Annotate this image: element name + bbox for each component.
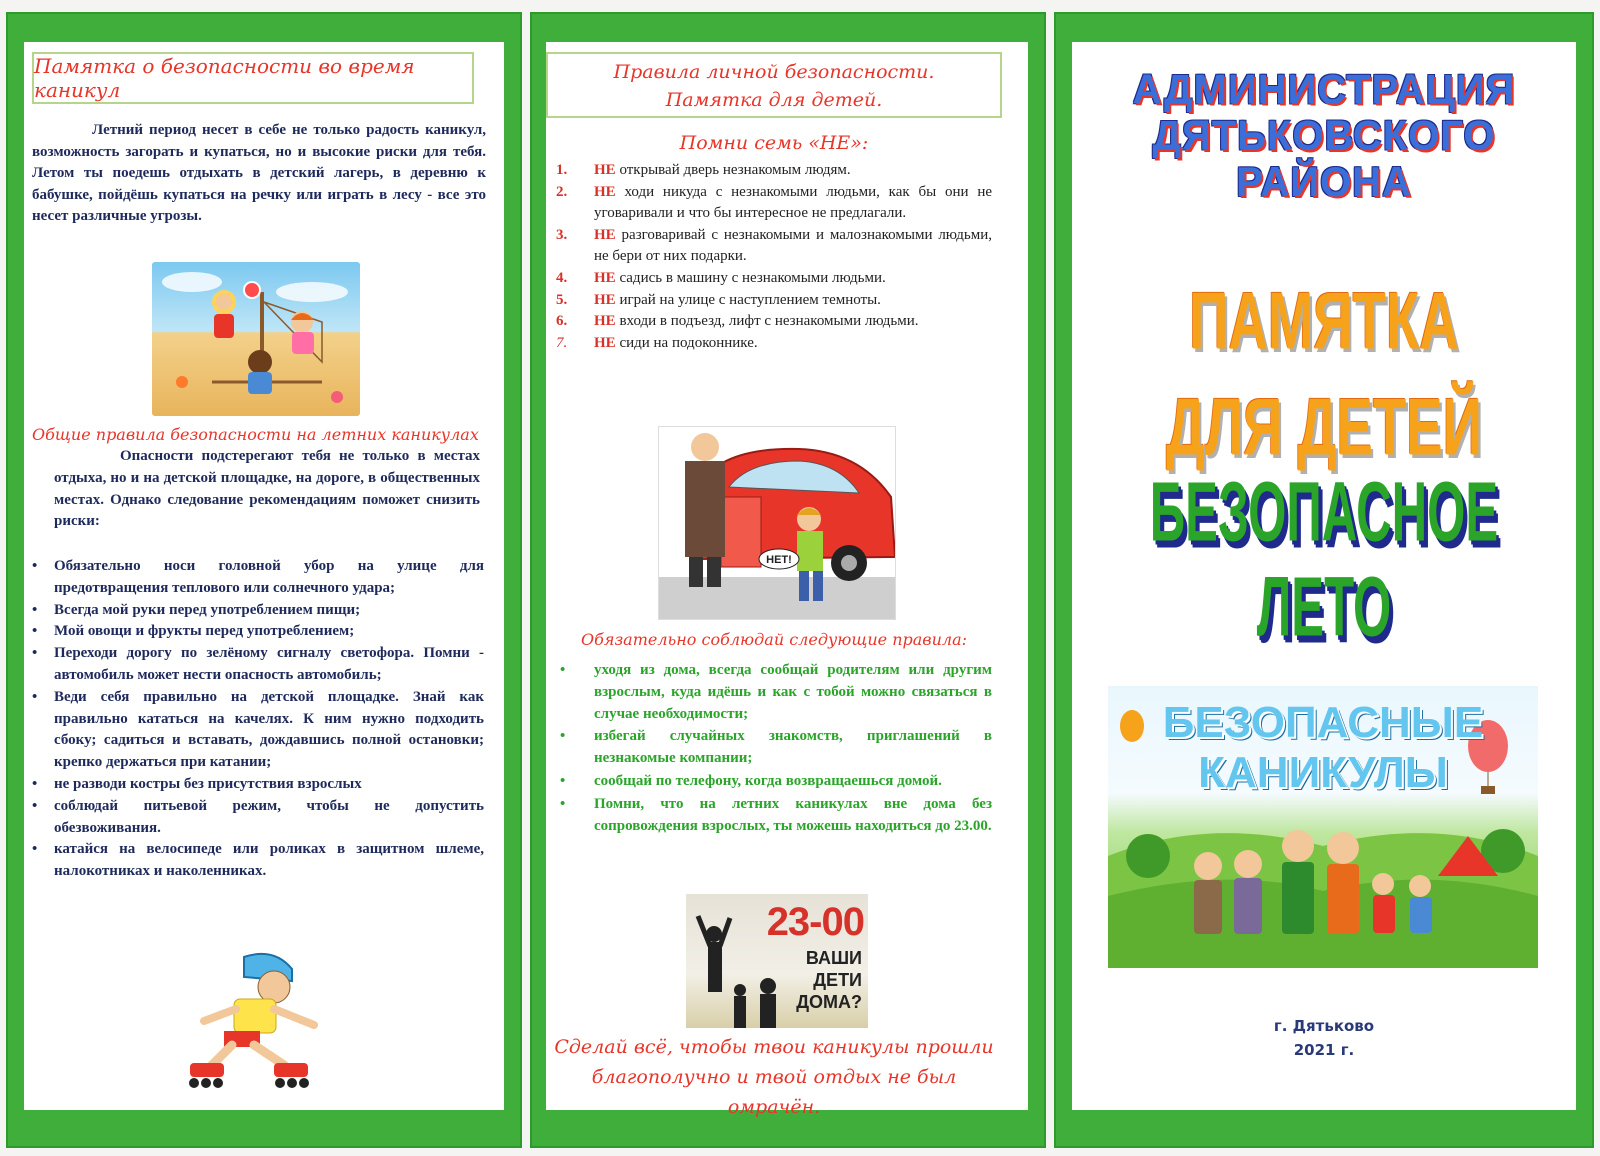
panel2-title-line1: Правила личной безопасности.	[613, 61, 935, 83]
panel-left	[6, 12, 522, 1148]
panel2-final-message	[546, 1032, 1002, 1122]
beach-children-illustration	[152, 262, 360, 416]
admin-line2: ДЯТЬКОВСКОГО	[1152, 112, 1496, 160]
city-name: г. Дятьково	[1273, 1017, 1375, 1035]
year: 2021 г.	[1293, 1041, 1355, 1059]
speech-bubble-text: НЕТ!	[766, 554, 792, 566]
ne-word: НЕ	[594, 334, 616, 351]
list-item	[556, 160, 992, 182]
must-rules-list	[556, 660, 992, 838]
list-item: • Обязательно носи головной убор на улице для предотвращения теплового или солнечного удара;	[54, 556, 484, 600]
admin-line3: РАЙОНА	[1236, 159, 1412, 206]
item-text: ходи никуда с незнакомыми людьми, как бы они не уговаривали и что бы интересное не предлагали.	[594, 183, 993, 222]
must-rules-title: Обязательно соблюдай следующие правила:	[580, 630, 968, 649]
panel-right-cover	[1054, 12, 1594, 1148]
panel-left-content	[24, 42, 504, 1110]
panel1-rules-list	[54, 556, 484, 883]
item-number: 4.	[556, 269, 568, 286]
list-item	[556, 660, 992, 725]
curfew-poster	[686, 894, 868, 1028]
panel-right-content	[1072, 42, 1576, 1110]
final-line1: Сделай всё, чтобы твои каникулы прошли	[554, 1036, 994, 1058]
list-item	[556, 225, 992, 268]
list-item: • Всегда мой руки перед употреблением пищи;	[54, 600, 484, 622]
poster-line3: ДОМА?	[796, 992, 862, 1012]
remember-seven-ne: Помни семь «НЕ»:	[679, 132, 869, 154]
bullet-icon: •	[560, 728, 566, 745]
list-item	[556, 182, 992, 225]
list-item	[556, 290, 992, 312]
administration-heading	[1072, 67, 1576, 206]
pam-line2: ДЛЯ ДЕТЕЙ	[1166, 382, 1482, 472]
item-text: открывай дверь незнакомым людям.	[619, 162, 851, 178]
list-item	[556, 268, 992, 290]
ne-word: НЕ	[594, 226, 616, 243]
item-number: 1.	[556, 162, 568, 178]
bez-line2: ЛЕТО	[1256, 560, 1392, 654]
ne-word: НЕ	[594, 291, 616, 308]
kan-line2: КАНИКУЛЫ	[1198, 748, 1448, 797]
item-number: 7.	[556, 334, 568, 351]
list-item: • Переходи дорогу по зелёному сигналу светофора. Помни - автомобиль может нести опасность автомобиль;	[54, 643, 484, 687]
ne-word: НЕ	[594, 183, 616, 200]
bullet-icon: •	[560, 772, 566, 789]
list-item	[556, 333, 992, 355]
poster-time: 23-00	[766, 900, 864, 944]
item-text: избегай случайных знакомств, приглашений в незнакомые компании;	[594, 728, 992, 767]
admin-line1: АДМИНИСТРАЦИЯ	[1132, 66, 1516, 113]
item-number: 2.	[556, 183, 568, 200]
panel1-title: Памятка о безопасности во время каникул	[32, 52, 474, 104]
final-line2: благополучно и твой отдых не был омрачён.	[591, 1066, 957, 1118]
panel-middle-content	[546, 42, 1028, 1118]
item-text: сиди на подоконнике.	[619, 334, 758, 351]
panel1-danger-text: Опасности подстерегают тебя не только в местах отдыха, но и на детской площадке, на дороге, в общественных местах. Однако следование рекомендациям поможет снизить риски:	[54, 448, 480, 530]
panel-middle	[530, 12, 1046, 1148]
ne-word: НЕ	[594, 313, 616, 330]
panel1-intro: Летний период несет в себе не только радость каникул, возможность загорать и купаться, но и высокие риски для тебя. Летом ты поедешь отдыхать в детский лагерь, в деревню к бабушке, пойдёшь купаться на речку или играть в лесу - все это несет различные угрозы.	[32, 122, 486, 224]
poster-line2: ДЕТИ	[813, 970, 862, 990]
ne-rules-list	[556, 160, 992, 354]
stranger-car-illustration	[658, 426, 896, 620]
list-item	[556, 794, 992, 838]
item-text: входи в подъезд, лифт с незнакомыми людьми.	[619, 313, 919, 330]
item-text: разговаривай с незнакомыми и малознакомыми людьми, не бери от них подарки.	[594, 226, 992, 265]
item-number: 6.	[556, 313, 568, 330]
bullet-icon: •	[560, 795, 566, 812]
safe-summer-heading	[1117, 465, 1530, 655]
list-item	[556, 726, 992, 770]
poster-line1: ВАШИ	[805, 948, 862, 968]
list-item: • соблюдай питьевой режим, чтобы не допустить обезвоживания.	[54, 796, 484, 840]
safe-holidays-illustration	[1108, 686, 1538, 968]
safe-holidays-title	[1108, 698, 1538, 798]
item-text: сообщай по телефону, когда возвращаешься домой.	[594, 772, 942, 789]
rollerskater-boy-illustration	[174, 947, 334, 1097]
bez-line1: БЕЗОПАСНОЕ	[1149, 464, 1499, 559]
item-text: садись в машину с незнакомыми людьми.	[619, 269, 886, 286]
list-item: • Веди себя правильно на детской площадке. Знай как правильно кататься на качелях. К ним нужно подходить сбоку; садиться и вставать, дождавшись полной остановки; крепко держаться при катании;	[54, 687, 484, 774]
item-text: уходя из дома, всегда сообщай родителям или другим взрослым, куда идёшь и как с тобой можно связаться в случае необходимости;	[594, 662, 992, 722]
item-number: 3.	[556, 226, 568, 243]
kan-line1: БЕЗОПАСНЫЕ	[1162, 698, 1484, 747]
memo-for-children-heading	[1127, 268, 1520, 480]
list-item	[556, 771, 992, 793]
ne-word: НЕ	[594, 162, 616, 178]
item-text: играй на улице с наступлением темноты.	[619, 291, 881, 308]
panel2-title	[546, 52, 1002, 118]
list-item: • не разводи костры без присутствия взрослых	[54, 774, 484, 796]
panel2-title-line2: Памятка для детей.	[665, 89, 883, 111]
city-year	[1072, 1014, 1576, 1062]
bullet-icon: •	[560, 662, 566, 678]
item-text: Помни, что на летних каникулах вне дома без сопровождения взрослых, ты можешь находиться до 23.00.	[594, 795, 992, 834]
list-item: • катайся на велосипеде или роликах в защитном шлеме, налокотниках и наколенниках.	[54, 839, 484, 883]
list-item: • Мой овощи и фрукты перед употреблением;	[54, 621, 484, 643]
item-number: 5.	[556, 291, 568, 308]
panel1-subtitle: Общие правила безопасности на летних каникулах	[32, 425, 479, 444]
pam-line1: ПАМЯТКА	[1189, 276, 1459, 366]
list-item	[556, 311, 992, 333]
ne-word: НЕ	[594, 269, 616, 286]
